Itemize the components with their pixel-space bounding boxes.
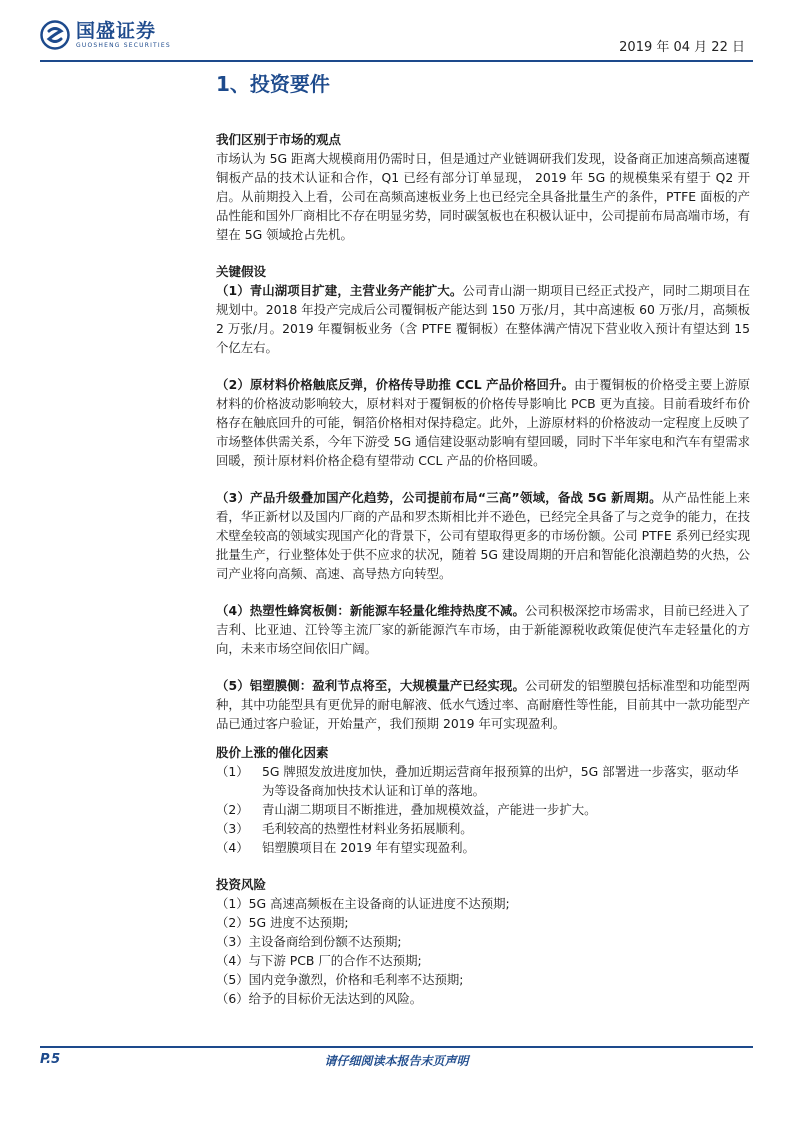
catalyst-text: 5G 牌照发放进度加快，叠加近期运营商年报预算的出炉，5G 部署进一步落实，驱动华为等设备商加快技术认证和订单的落地。: [262, 764, 739, 798]
risk-item: （1）5G 高速高频板在主设备商的认证进度不达预期;: [216, 896, 510, 911]
risk-item: （6）给予的目标价无法达到的风险。: [216, 991, 423, 1006]
catalyst-number: （2）: [216, 802, 249, 817]
catalyst-number: （3）: [216, 821, 249, 836]
main-content: [216, 130, 750, 1008]
catalyst-item: [216, 800, 750, 819]
assumption-item: [216, 601, 750, 658]
page-number: P.5: [40, 1052, 61, 1067]
risk-item: （2）5G 进度不达预期;: [216, 915, 349, 930]
risks-heading: 投资风险: [216, 877, 267, 892]
assumption-lead: （3）产品升级叠加国产化趋势，公司提前布局“三高”领域，备战 5G 新周期。: [216, 490, 662, 505]
catalyst-text: 青山湖二期项目不断推进，叠加规模效益，产能进一步扩大。: [262, 802, 597, 817]
view-heading: 我们区别于市场的观点: [216, 132, 342, 147]
company-logo: [40, 20, 171, 50]
logo-chinese-name: 国盛证券: [76, 20, 157, 42]
risk-item: （5）国内竞争激烈，价格和毛利率不达预期;: [216, 972, 464, 987]
risk-item: （3）主设备商给到份额不达预期;: [216, 934, 402, 949]
page-header: [40, 20, 753, 60]
catalyst-item: [216, 819, 750, 838]
catalyst-text: 毛利较高的热塑性材料业务拓展顺利。: [262, 821, 473, 836]
logo-english-name: GUOSHENG SECURITIES: [76, 42, 171, 49]
risk-item: （4）与下游 PCB 厂的合作不达预期;: [216, 953, 422, 968]
assumption-item: [216, 488, 750, 583]
assumptions-heading: 关键假设: [216, 264, 267, 279]
section-title: 1、投资要件: [216, 72, 330, 96]
disclaimer-note: 请仔细阅读本报告末页声明: [324, 1054, 469, 1068]
assumption-text: 公司青山湖一期项目已经正式投产，同时二期项目在规划中。2018 年投产完成后公司覆铜板产能达到 150 万张/月，其中高速板 60 万张/月，高频板 2 万张/月。2019 年覆铜板业务（含 PTFE 覆铜板）在整体满产情况下营业收入预计有望达到 15 个亿左右。: [216, 283, 751, 355]
catalyst-text: 铝塑膜项目在 2019 年有望实现盈利。: [262, 840, 475, 855]
assumption-lead: （5）铝塑膜侧：盈利节点将至，大规模量产已经实现。: [216, 678, 525, 693]
catalyst-list: [216, 762, 750, 857]
catalyst-number: （1）: [216, 764, 249, 779]
assumption-item: [216, 281, 750, 357]
guosheng-logo-icon: [40, 20, 70, 50]
footer-divider: [40, 1046, 753, 1048]
view-paragraph: 市场认为 5G 距离大规模商用仍需时日，但是通过产业链调研我们发现，设备商正加速高频高速覆铜板产品的技术认证和合作，Q1 已经有部分订单显现， 2019 年 5G 的规模集采有望于 Q2 开启。从前期投入上看，公司在高频高速板业务上也已经完全具备批量生产的条件，PTFE 面板的产品性能和国外厂商相比不存在明显劣势，同时碳氢板也在积极认证中，公司提前布局高端市场，有望在 5G 领域抢占先机。: [216, 151, 750, 242]
assumption-lead: （4）热塑性蜂窝板侧：新能源车轻量化维持热度不减。: [216, 603, 525, 618]
assumption-text: 由于覆铜板的价格受主要上游原材料的价格波动影响较大，原材料对于覆铜板的价格传导影响比 PCB 更为直接。目前看玻纤布价格存在触底回升的可能，铜箔价格相对保持稳定。此外，上游原材料的价格波动一定程度上反映了市场整体供需关系，今年下游受 5G 通信建设驱动影响有望回暖，同时下半年家电和汽车有望需求回暖，预计原材料价格企稳有望带动 CCL 产品的价格回暖。: [216, 377, 750, 468]
assumption-lead: （1）青山湖项目扩建，主营业务产能扩大。: [216, 283, 463, 298]
assumption-text: 公司积极深挖市场需求，目前已经进入了吉利、比亚迪、江铃等主流厂家的新能源汽车市场，由于新能源税收政策促使汽车走轻量化的方向，未来市场空间依旧广阔。: [216, 603, 751, 656]
assumption-item: [216, 375, 750, 470]
assumption-text: 公司研发的铝塑膜包括标准型和功能型两种，其中功能型具有更优异的耐电解液、低水气透过率、高耐磨性等性能，目前其中一款功能型产品已通过客户验证，开始量产，我们预期 2019 年可实现盈利。: [216, 678, 751, 731]
assumption-text: 从产品性能上来看，华正新材以及国内厂商的产品和罗杰斯相比并不逊色，已经完全具备了与之竞争的能力，在技术壁垒较高的领域实现国产化的背景下，公司有望取得更多的市场份额。公司 PTFE 系列已经实现批量生产，行业整体处于供不应求的状况，随着 5G 建设周期的开启和智能化浪潮趋势的火热，公司产业将向高频、高速、高导热方向转型。: [216, 490, 750, 581]
assumption-lead: （2）原材料价格触底反弹，价格传导助推 CCL 产品价格回升。: [216, 377, 575, 392]
report-date: 2019 年 04 月 22 日: [619, 40, 745, 55]
catalyst-number: （4）: [216, 840, 249, 855]
catalyst-item: [216, 762, 750, 800]
assumption-item: [216, 676, 750, 733]
risk-list: [216, 894, 750, 1008]
catalyst-item: [216, 838, 750, 857]
header-divider: [40, 60, 753, 62]
catalysts-heading: 股价上涨的催化因素: [216, 745, 329, 760]
assumption-list: [216, 281, 750, 733]
